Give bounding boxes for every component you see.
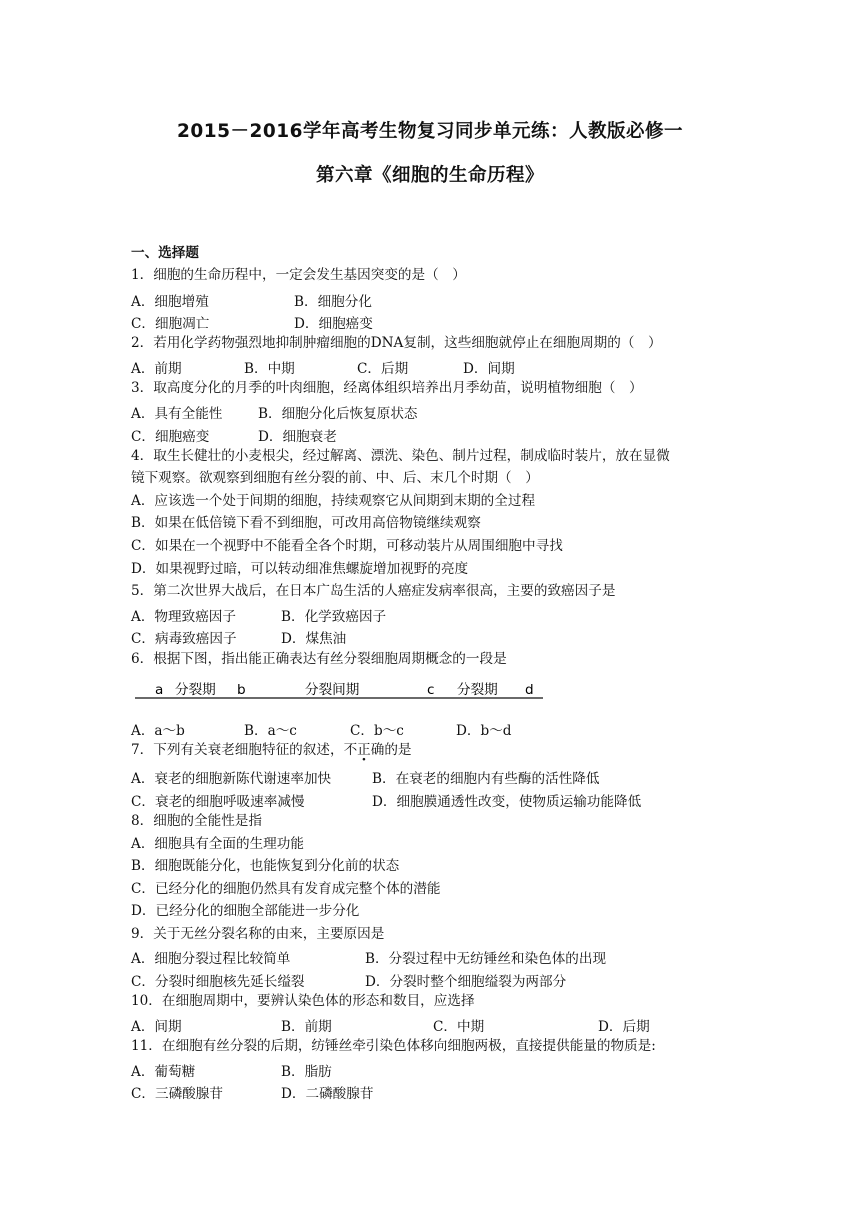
question-9-option-c: C．分裂时细胞核先延长缢裂 (131, 974, 305, 990)
question-7-option-d: D．细胞膜通透性改变，使物质运输功能降低 (372, 794, 642, 810)
question-7-option-b: B．在衰老的细胞内有些酶的活性降低 (372, 771, 600, 787)
question-3-option-d: D．细胞衰老 (258, 429, 337, 445)
diagram-label-c: c (427, 682, 435, 698)
question-10-option-b: B．前期 (281, 1019, 332, 1035)
document-title-line-1: 2015－2016学年高考生物复习同步单元练：人教版必修一 (177, 121, 683, 142)
question-5-option-a: A．物理致癌因子 (131, 609, 236, 625)
question-11-option-a: A．葡萄糖 (131, 1064, 196, 1080)
question-4-option-d: D．如果视野过暗，可以转动细准焦螺旋增加视野的亮度 (131, 561, 469, 577)
question-9-stem: 9．关于无丝分裂名称的由来，主要原因是 (131, 926, 385, 942)
question-11-option-d: D．二磷酸腺苷 (281, 1086, 374, 1102)
question-11-option-c: C．三磷酸腺苷 (131, 1086, 223, 1102)
question-7-option-c: C．衰老的细胞呼吸速率减慢 (131, 794, 305, 810)
diagram-segment-2: 分裂间期 (305, 682, 360, 698)
question-8-option-b: B．细胞既能分化，也能恢复到分化前的状态 (131, 858, 400, 874)
question-2-option-b: B．中期 (244, 361, 295, 377)
question-2-option-a: A．前期 (131, 361, 182, 377)
question-11-stem: 11．在细胞有丝分裂的后期，纺锤丝牵引染色体移向细胞两极，直接提供能量的物质是: (131, 1038, 656, 1054)
question-8-option-d: D．已经分化的细胞全部能进一步分化 (131, 903, 360, 919)
question-6-option-a: A．a～b (131, 723, 185, 739)
question-11-option-b: B．脂肪 (281, 1064, 332, 1080)
question-5-option-c: C．病毒致癌因子 (131, 631, 237, 647)
document-title-line-2: 第六章《细胞的生命历程》 (315, 165, 544, 186)
question-1-option-b: B．细胞分化 (294, 294, 372, 310)
question-4-option-c: C．如果在一个视野中不能看全各个时期，可移动装片从周围细胞中寻找 (131, 538, 563, 554)
diagram-label-b: b (237, 682, 246, 698)
question-3-stem: 3．取高度分化的月季的叶肉细胞，经离体组织培养出月季幼苗，说明植物细胞（ ） (131, 380, 643, 396)
question-10-option-c: C．中期 (433, 1019, 485, 1035)
question-9-option-b: B．分裂过程中无纺锤丝和染色体的出现 (365, 951, 607, 967)
question-7-stem-pre: 7．下列有关衰老细胞特征的叙述， (131, 742, 344, 758)
diagram-segment-1: 分裂期 (175, 682, 216, 698)
question-3-option-a: A．具有全能性 (131, 406, 223, 422)
cell-cycle-diagram (131, 680, 551, 702)
question-4-option-b: B．如果在低倍镜下看不到细胞，可改用高倍物镜继续观察 (131, 515, 481, 531)
question-10-stem: 10．在细胞周期中，要辨认染色体的形态和数目，应选择 (131, 993, 475, 1009)
question-2-stem: 2．若用化学药物强烈地抑制肿瘤细胞的DNA复制，这些细胞就停止在细胞周期的（ ） (131, 335, 662, 351)
question-8-stem: 8．细胞的全能性是指 (131, 813, 262, 829)
question-3-option-c: C．细胞癌变 (131, 429, 210, 445)
question-4-option-a: A．应该选一个处于间期的细胞，持续观察它从间期到末期的全过程 (131, 493, 536, 509)
diagram-label-a: a (155, 682, 164, 698)
question-7-option-a: A．衰老的细胞新陈代谢速率加快 (131, 771, 332, 787)
question-2-option-d: D．间期 (463, 361, 515, 377)
question-1-option-c: C．细胞凋亡 (131, 316, 210, 332)
question-6-option-d: D．b～d (456, 723, 512, 739)
question-6-option-b: B．a～c (244, 723, 297, 739)
question-1-option-d: D．细胞癌变 (294, 316, 373, 332)
question-7-emphasis: 不正确 (343, 742, 385, 758)
question-9-option-d: D．分裂时整个细胞缢裂为两部分 (365, 974, 567, 990)
question-4-stem-line-1: 4．取生长健壮的小麦根尖，经过解离、漂洗、染色、制片过程，制成临时装片，放在显微 (131, 448, 670, 464)
question-10-option-d: D．后期 (598, 1019, 650, 1035)
question-10-option-a: A．间期 (131, 1019, 182, 1035)
question-8-option-c: C．已经分化的细胞仍然具有发育成完整个体的潜能 (131, 881, 441, 897)
question-1-stem: 1．细胞的生命历程中，一定会发生基因突变的是（ ） (131, 267, 466, 283)
diagram-label-d: d (525, 682, 534, 698)
question-5-option-d: D．煤焦油 (281, 631, 347, 647)
question-5-option-b: B．化学致癌因子 (281, 609, 387, 625)
question-7-stem-post: 的是 (384, 742, 412, 758)
question-5-stem: 5．第二次世界大战后，在日本广岛生活的人癌症发病率很高，主要的致癌因子是 (131, 583, 616, 599)
question-7-stem (131, 741, 412, 759)
diagram-segment-3: 分裂期 (457, 682, 498, 698)
question-8-option-a: A．细胞具有全面的生理功能 (131, 836, 304, 852)
question-1-option-a: A．细胞增殖 (131, 294, 209, 310)
question-2-option-c: C．后期 (357, 361, 409, 377)
question-9-option-a: A．细胞分裂过程比较简单 (131, 951, 291, 967)
question-4-stem-line-2: 镜下观察。欲观察到细胞有丝分裂的前、中、后、末几个时期（ ） (131, 470, 539, 486)
question-3-option-b: B．细胞分化后恢复原状态 (258, 406, 418, 422)
question-6-option-c: C．b～c (350, 723, 404, 739)
section-heading: 一、选择题 (131, 245, 199, 261)
question-6-stem: 6．根据下图，指出能正确表达有丝分裂细胞周期概念的一段是 (131, 651, 507, 667)
